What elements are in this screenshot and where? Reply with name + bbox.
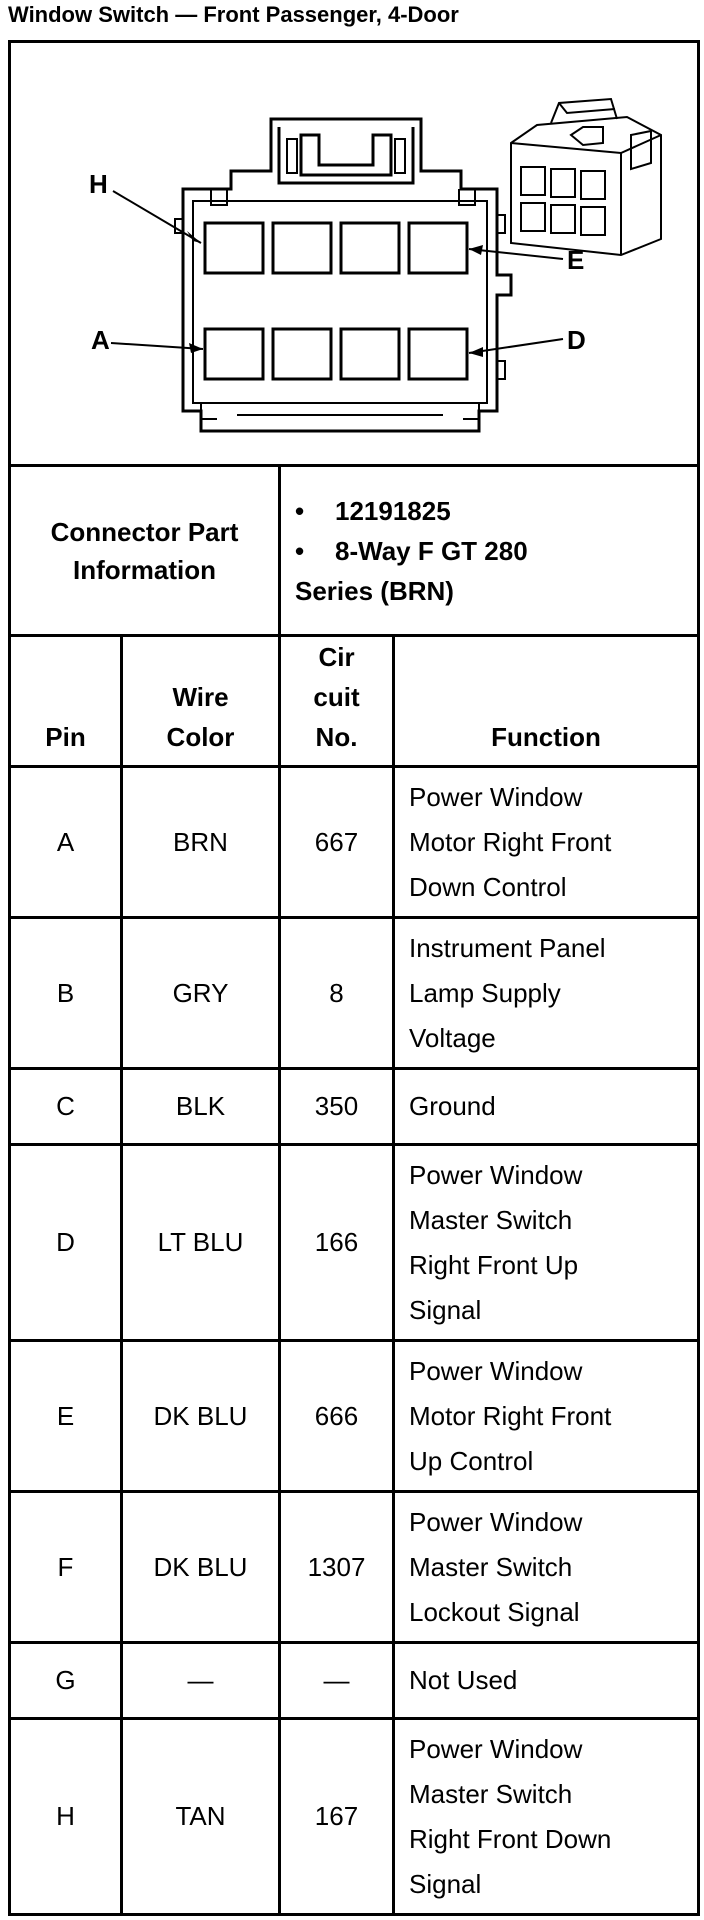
pin-cell: G: [10, 1643, 122, 1719]
wire-color-cell: BLK: [122, 1069, 280, 1145]
pin-label-e: E: [567, 245, 585, 275]
cavity-g: [273, 223, 331, 273]
wire-color-cell: BRN: [122, 767, 280, 918]
circuit-cell: 1307: [280, 1492, 394, 1643]
cavity-a: [205, 329, 263, 379]
cavity-f: [341, 223, 399, 273]
connector-diagram: [10, 42, 699, 466]
cavity-c: [341, 329, 399, 379]
header-circuit: Cir cuit No.: [280, 636, 394, 767]
pin-cell: E: [10, 1341, 122, 1492]
circuit-cell: 8: [280, 918, 394, 1069]
cavity-h: [205, 223, 263, 273]
function-cell: Power Window Master Switch Right Front Up Signal: [394, 1145, 699, 1341]
header-row: [10, 636, 699, 767]
wire-color-cell: DK BLU: [122, 1492, 280, 1643]
connector-type: 8-Way F GT 280: [335, 535, 528, 566]
table-row: [10, 1719, 699, 1915]
leader-h: [113, 191, 201, 243]
cavity-d: [409, 329, 467, 379]
wire-color-cell: TAN: [122, 1719, 280, 1915]
leader-d: [469, 339, 563, 353]
connector-part-info: • 12191825 • 8-Way F GT 280 Series (BRN): [280, 466, 699, 636]
header-pin: Pin: [10, 636, 122, 767]
pin-label-a: A: [91, 325, 110, 355]
header-wire-color: Wire Color: [122, 636, 280, 767]
function-cell: Not Used: [394, 1643, 699, 1719]
circuit-cell: —: [280, 1643, 394, 1719]
pin-cell: D: [10, 1145, 122, 1341]
connector-drawing: [11, 43, 697, 464]
pin-cell: B: [10, 918, 122, 1069]
pin-cell: A: [10, 767, 122, 918]
wire-color-cell: —: [122, 1643, 280, 1719]
pin-cell: F: [10, 1492, 122, 1643]
page-title: Window Switch — Front Passenger, 4-Door: [8, 2, 459, 27]
connector-table: [8, 40, 700, 1916]
function-cell: Power Window Master Switch Right Front Down Signal: [394, 1719, 699, 1915]
function-cell: Power Window Master Switch Lockout Signal: [394, 1492, 699, 1643]
pin-label-h: H: [89, 169, 108, 199]
circuit-cell: 666: [280, 1341, 394, 1492]
header-function: Function: [394, 636, 699, 767]
connector-3d-illustration: [511, 99, 661, 255]
table-row: [10, 918, 699, 1069]
latch-inner: [301, 135, 391, 175]
pin-cell: C: [10, 1069, 122, 1145]
function-cell: Ground: [394, 1069, 699, 1145]
table-row: [10, 1341, 699, 1492]
circuit-cell: 667: [280, 767, 394, 918]
pin-cell: H: [10, 1719, 122, 1915]
leader-e: [469, 249, 563, 259]
wire-color-cell: LT BLU: [122, 1145, 280, 1341]
function-cell: Instrument Panel Lamp Supply Voltage: [394, 918, 699, 1069]
part-number: 12191825: [335, 495, 451, 526]
cavity-b: [273, 329, 331, 379]
circuit-cell: 166: [280, 1145, 394, 1341]
table-row: [10, 1643, 699, 1719]
circuit-cell: 167: [280, 1719, 394, 1915]
table-row: [10, 1492, 699, 1643]
cavity-e: [409, 223, 467, 273]
table-row: [10, 767, 699, 918]
pin-label-d: D: [567, 325, 586, 355]
function-cell: Power Window Motor Right Front Down Control: [394, 767, 699, 918]
table-row: [10, 1069, 699, 1145]
circuit-cell: 350: [280, 1069, 394, 1145]
connector-part-label: Connector Part Information: [10, 466, 280, 636]
function-cell: Power Window Motor Right Front Up Control: [394, 1341, 699, 1492]
wire-color-cell: GRY: [122, 918, 280, 1069]
wire-color-cell: DK BLU: [122, 1341, 280, 1492]
table-row: [10, 1145, 699, 1341]
